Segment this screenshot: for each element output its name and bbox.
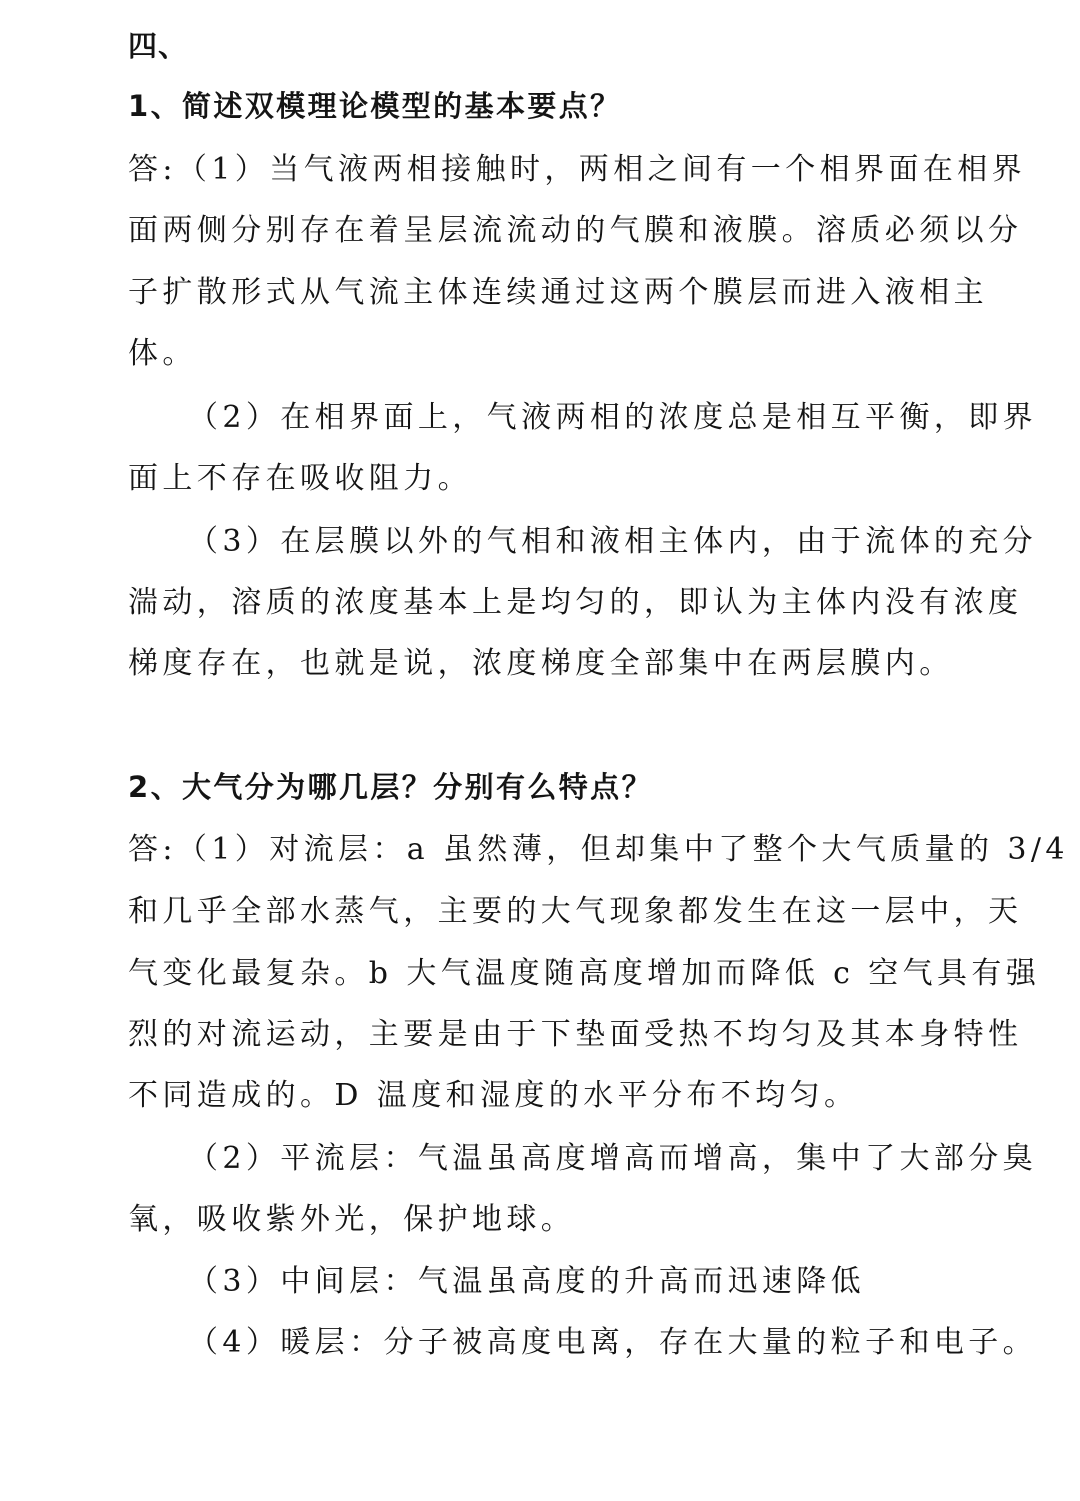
q1-point-3-line-2: 湍动，溶质的浓度基本上是均匀的，即认为主体内没有浓度	[128, 585, 1023, 620]
q1-point-2-line-2: 面上不存在吸收阻力。	[128, 461, 472, 496]
q2-answer-line-1: 答:（1）对流层：a 虽然薄，但却集中了整个大气质量的 3/4	[128, 832, 1069, 867]
q1-answer-line-3: 子扩散形式从气流主体连续通过这两个膜层而进入液相主	[128, 275, 988, 310]
q2-answer-line-4: 烈的对流运动，主要是由于下垫面受热不均匀及其本身特性	[128, 1017, 1023, 1052]
q1-answer-line-2: 面两侧分别存在着呈层流流动的气膜和液膜。溶质必须以分	[128, 213, 1023, 248]
q2-answer-line-2: 和几乎全部水蒸气，主要的大气现象都发生在这一层中，天	[128, 894, 1023, 929]
q1-point-2-line-1: （2）在相界面上，气液两相的浓度总是相互平衡，即界	[188, 400, 1038, 435]
q2-point-3-line-1: （3）中间层：气温虽高度的升高而迅速降低	[188, 1264, 866, 1299]
q2-answer-line-3: 气变化最复杂。b 大气温度随高度增加而降低 c 空气具有强	[128, 956, 1041, 991]
question-1-title: 1、简述双模理论模型的基本要点？	[128, 89, 622, 123]
q1-point-3-line-1: （3）在层膜以外的气相和液相主体内，由于流体的充分	[188, 524, 1038, 559]
q1-point-3-line-3: 梯度存在，也就是说，浓度梯度全部集中在两层膜内。	[128, 646, 954, 681]
q2-point-2-line-1: （2）平流层：气温虽高度增高而增高，集中了大部分臭	[188, 1141, 1038, 1176]
section-label: 四、	[128, 29, 189, 63]
q2-point-2-line-2: 氧，吸收紫外光，保护地球。	[128, 1202, 576, 1237]
q2-answer-line-5: 不同造成的。D 温度和湿度的水平分布不均匀。	[128, 1078, 859, 1113]
q1-answer-line-4: 体。	[128, 336, 197, 371]
q2-point-4-line-1: （4）暖层：分子被高度电离，存在大量的粒子和电子。	[188, 1325, 1038, 1360]
q1-answer-line-1: 答:（1）当气液两相接触时，两相之间有一个相界面在相界	[128, 152, 1026, 187]
question-2-title: 2、大气分为哪几层？分别有么特点？	[128, 770, 653, 804]
